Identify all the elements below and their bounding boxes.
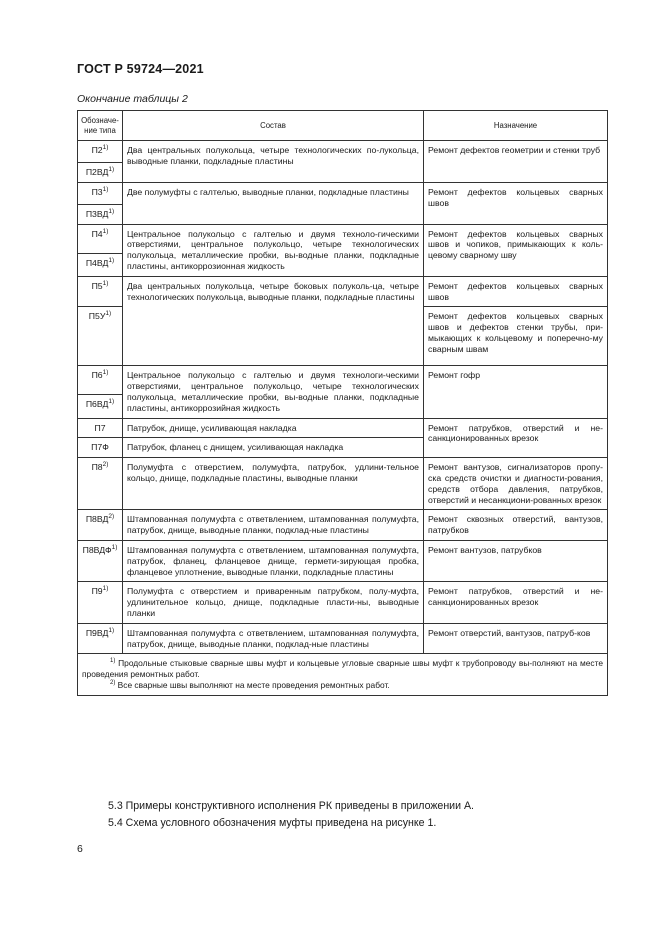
composition-table <box>77 110 608 696</box>
purpose-cell: Ремонт дефектов кольцевых сварных швов <box>424 276 608 307</box>
table-row <box>78 224 608 253</box>
purpose-cell: Ремонт дефектов кольцевых сварных швов и чопиков, примыкающих к коль-цевому сварному шву <box>424 224 608 276</box>
purpose-cell: Ремонт вантузов, сигнализаторов пропу-ска средств очистки и диагности-рования, средств отбора давления, патрубков, отверстий и несанкциони-рованных врезок <box>424 458 608 510</box>
page-number: 6 <box>77 843 83 855</box>
composition-cell: Штампованная полумуфта с ответвлением, штампованная полумуфта, патрубок, днище, выводные планки, подклад-ные пластины <box>123 510 424 541</box>
type-code: П7 <box>78 418 123 438</box>
table-row <box>78 540 608 581</box>
composition-cell: Два центральных полукольца, четыре боковых полуколь-ца, четыре технологических полукольца, выводные планки, подкладные пластины <box>123 276 424 366</box>
composition-cell: Штампованная полумуфта с ответвлением, штампованная полумуфта, патрубок, днище, выводные планки, подклад-ные пластины <box>123 623 424 654</box>
column-header-purpose: Назначение <box>424 111 608 141</box>
purpose-cell: Ремонт сквозных отверстий, вантузов, патрубков <box>424 510 608 541</box>
footnotes-cell <box>78 654 608 696</box>
composition-cell: Центральное полукольцо с галтелью и двумя технологи-ческими отверстиями, центральное полукольцо, четыре технологических полукольца, металлические пробки, вы-водные планки, подкладные пластины, антикоррозийная жидкость <box>123 366 424 418</box>
type-code: П4ВД$^{1)}$ <box>78 253 123 276</box>
purpose-cell: Ремонт гофр <box>424 366 608 418</box>
composition-cell: Патрубок, днище, усиливающая накладка <box>123 418 424 438</box>
type-code: П3$^{1)}$ <box>78 182 123 204</box>
purpose-cell: Ремонт патрубков, отверстий и не-санкционированных врезок <box>424 418 608 458</box>
purpose-cell: Ремонт дефектов геометрии и стенки труб <box>424 141 608 183</box>
purpose-cell: Ремонт вантузов, патрубков <box>424 540 608 581</box>
purpose-cell: Ремонт патрубков, отверстий и не-санкционированных врезок <box>424 582 608 623</box>
footnote-1: $^{1)}$ Продольные стыковые сварные швы муфт и кольцевые угловые сварные швы муфт к трубопроводу вы-полняют на месте проведения ремонтных работ. <box>82 658 603 680</box>
table-row <box>78 182 608 204</box>
purpose-cell: Ремонт дефектов кольцевых сварных швов и дефектов стенки трубы, при-мыкающих к кольцевому и поперечно-му сварным швам <box>424 307 608 366</box>
type-code: П8ВД$^{2)}$ <box>78 510 123 541</box>
type-code: П3ВД$^{1)}$ <box>78 204 123 224</box>
table-row <box>78 418 608 438</box>
footnote-2: $^{2)}$ Все сварные швы выполняют на месте проведения ремонтных работ. <box>110 680 390 691</box>
paragraph-5-3: 5.3 Примеры конструктивного исполнения РК приведены в приложении А. <box>108 800 474 812</box>
composition-cell: Центральное полукольцо с галтелью и двумя техноло-гическими отверстиями, центральное полукольцо, четыре технологических полукольца, металлические пробки, вы-водные планки, подкладные пластины, антикоррозионная жидкость <box>123 224 424 276</box>
paragraph-5-4: 5.4 Схема условного обозначения муфты приведена на рисунке 1. <box>108 817 437 829</box>
composition-cell: Две полумуфты с галтелью, выводные планки, подкладные пластины <box>123 182 424 224</box>
purpose-cell: Ремонт отверстий, вантузов, патруб-ков <box>424 623 608 654</box>
table-row <box>78 582 608 623</box>
type-code: П8ВДФ$^{1)}$ <box>78 540 123 581</box>
type-code: П5$^{1)}$ <box>78 276 123 307</box>
type-code: П2$^{1)}$ <box>78 141 123 163</box>
composition-cell: Два центральных полукольца, четыре технологических по-лукольца, выводные планки, подкладные пластины <box>123 141 424 183</box>
table-row <box>78 276 608 307</box>
composition-cell: Штампованная полумуфта с ответвлением, штампованная полумуфта, патрубок, фланец, фланцевое днище, гермети-зирующая пробка, фланцевое уплотнение, выводные планки, подкладные пластины <box>123 540 424 581</box>
table-row <box>78 141 608 163</box>
table-row <box>78 623 608 654</box>
column-header-type: Обозначе-ние типа <box>78 111 123 141</box>
composition-cell: Патрубок, фланец с днищем, усиливающая накладка <box>123 438 424 458</box>
table-header-row <box>78 111 608 141</box>
type-code: П8$^{2)}$ <box>78 458 123 510</box>
table-row <box>78 510 608 541</box>
type-code: П2ВД$^{1)}$ <box>78 163 123 183</box>
type-code: П4$^{1)}$ <box>78 224 123 253</box>
type-code: П6$^{1)}$ <box>78 366 123 395</box>
table-caption: Окончание таблицы 2 <box>77 93 188 105</box>
composition-cell: Полумуфта с отверстием, полумуфта, патрубок, удлини-тельное кольцо, днище, подкладные пластины, выводные планки <box>123 458 424 510</box>
type-code: $П5У^{1)}$ <box>78 307 123 366</box>
type-code: П9$^{1)}$ <box>78 582 123 623</box>
purpose-cell: Ремонт дефектов кольцевых сварных швов <box>424 182 608 224</box>
column-header-composition: Состав <box>123 111 424 141</box>
composition-cell: Полумуфта с отверстием и приваренным патрубком, полу-муфта, удлинительное кольцо, днище, подкладные пласти-ны, выводные планки <box>123 582 424 623</box>
type-code: П6ВД$^{1)}$ <box>78 395 123 418</box>
document-header: ГОСТ Р 59724—2021 <box>77 62 204 76</box>
type-code: П7Ф <box>78 438 123 458</box>
type-code: П9ВД$^{1)}$ <box>78 623 123 654</box>
table-row <box>78 458 608 510</box>
table-row <box>78 366 608 395</box>
footnotes-row <box>78 654 608 696</box>
